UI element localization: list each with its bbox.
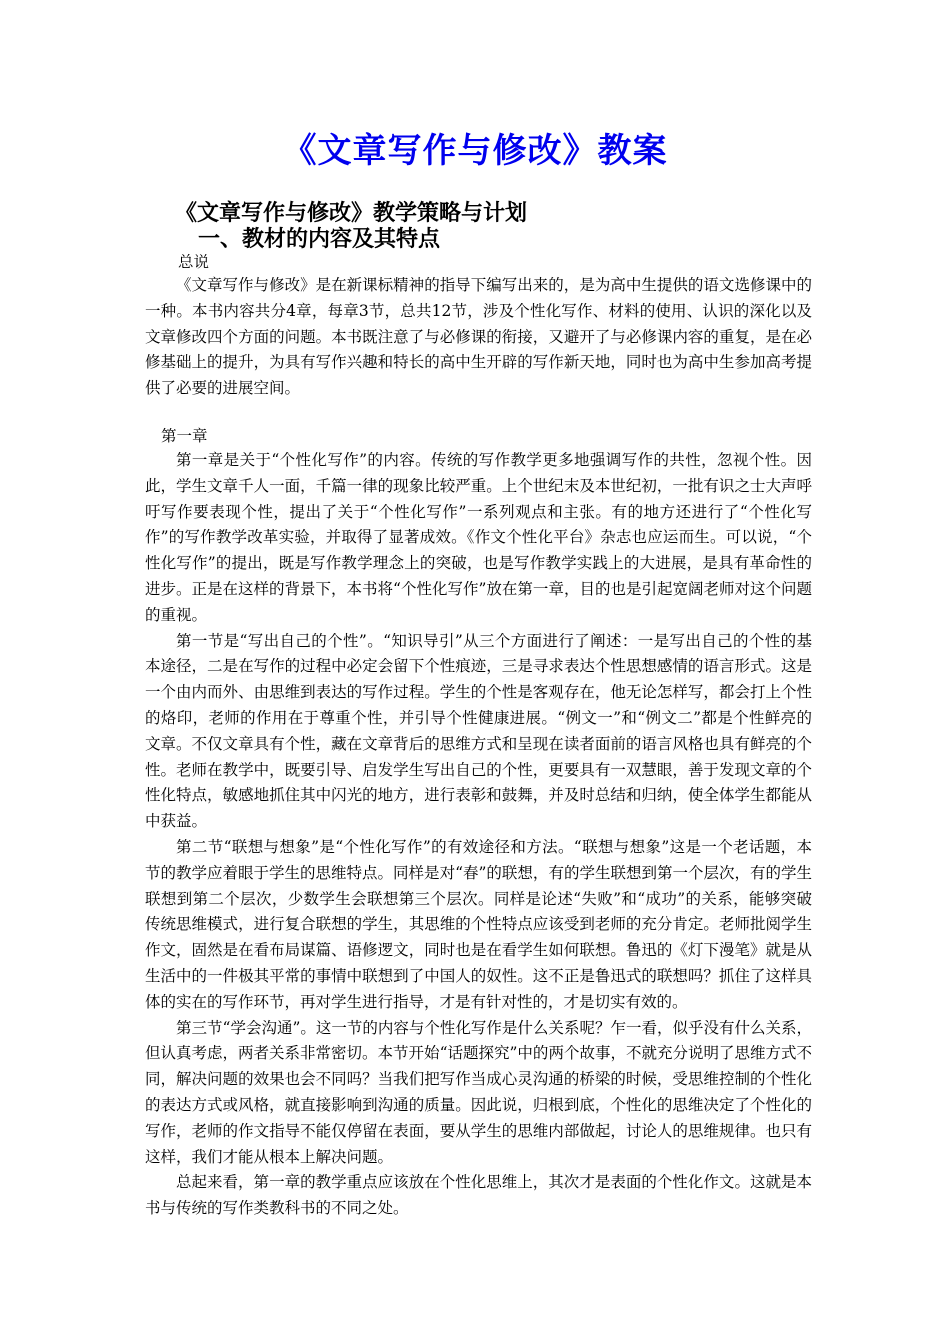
chapter1-paragraph: 第三节“学会沟通”。这一节的内容与个性化写作是什么关系呢？乍一看，似乎没有什么关系，但认真考虑，两者关系非常密切。本节开始“话题探究”中的两个故事，不就充分说明了思维方式不同，解决问题的效果也会不同吗？当我们把写作当成心灵沟通的桥梁的时候，受思维控制的个性化的表达方式或风格，就直接影响到沟通的质量。因此说，归根到底，个性化的思维决定了个性化的写作，老师的作文指导不能仅停留在表面，要从学生的思维内部做起，讨论人的思维规律。也只有这样，我们才能从根本上解决问题。 xyxy=(145,1018,812,1166)
overview-paragraph: 《文章写作与修改》是在新课标精神的指导下编写出来的，是为高中生提供的语文选修课中的一种。本书内容共分4章，每章3节，总共12节，涉及个性化写作、材料的使用、认识的深化以及文章修改四个方面的问题。本书既注意了与必修课的衔接，又避开了与必修课内容的重复，是在必修基础上的提升，为具有写作兴趣和特长的高中生开辟的写作新天地，同时也为高中生参加高考提供了必要的进展空间。 xyxy=(145,276,812,398)
chapter1-body xyxy=(145,448,812,1222)
chapter1-paragraph: 第一章是关于“个性化写作”的内容。传统的写作教学更多地强调写作的共性，忽视个性。因此，学生文章千人一面，千篇一律的现象比较严重。上个世纪末及本世纪初，一批有识之士大声呼吁写作要表现个性，提出了关于“个性化写作”一系列观点和主张。有的地方还进行了“个性化写作”的写作教学改革实验，并取得了显著成效。《作文个性化平台》杂志也应运而生。可以说，“个性化写作”的提出，既是写作教学理念上的突破，也是写作教学实践上的大进展，是具有革命性的进步。正是在这样的背景下，本书将“个性化写作”放在第一章，目的也是引起宽阔老师对这个问题的重视。 xyxy=(145,451,812,624)
chapter1-paragraph: 总起来看，第一章的教学重点应该放在个性化思维上，其次才是表面的个性化作文。这就是本书与传统的写作类教科书的不同之处。 xyxy=(145,1173,812,1218)
overview-label: 总说 xyxy=(178,253,210,271)
page-title: 《文章写作与修改》教案 xyxy=(282,131,668,171)
chapter1-paragraph: 第二节“联想与想象”是“个性化写作”的有效途径和方法。“联想与想象”这是一个老话题，本节的教学应着眼于学生的思维特点。同样是对“春”的联想，有的学生联想到第一个层次，有的学生联想到第二个层次，少数学生会联想第三个层次。同样是论述“失败”和“成功”的关系，能够突破传统思维模式，进行复合联想的学生，其思维的个性特点应该受到老师的充分肯定。老师批阅学生作文，固然是在看布局谋篇、语修逻文，同时也是在看学生如何联想。鲁迅的《灯下漫笔》就是从生活中的一件极其平常的事情中联想到了中国人的奴性。这不正是鲁迅式的联想吗？抓住了这样具体的实在的写作环节，再对学生进行指导，才是有针对性的，才是切实有效的。 xyxy=(145,837,812,1011)
overview-body xyxy=(145,273,812,402)
chapter1-label: 第一章 xyxy=(161,427,208,445)
section-heading: 一、教材的内容及其特点 xyxy=(198,226,441,252)
strategy-heading: 《文章写作与修改》教学策略与计划 xyxy=(175,200,528,226)
chapter1-paragraph: 第一节是“写出自己的个性”。“知识导引”从三个方面进行了阐述：一是写出自己的个性的基本途径，二是在写作的过程中必定会留下个性痕迹，三是寻求表达个性思想感情的语言形式。这是一个由内而外、由思维到表达的写作过程。学生的个性是客观存在，他无论怎样写，都会打上个性的烙印，老师的作用在于尊重个性，并引导个性健康进展。“例文一”和“例文二”都是个性鲜亮的文章。不仅文章具有个性，藏在文章背后的思维方式和呈现在读者面前的语言风格也具有鲜亮的个性。老师在教学中，既要引导、启发学生写出自己的个性，更要具有一双慧眼，善于发现文章的个性化特点，敏感地抓住其中闪光的地方，进行表彰和鼓舞，并及时总结和归纳，使全体学生都能从中获益。 xyxy=(145,631,812,831)
